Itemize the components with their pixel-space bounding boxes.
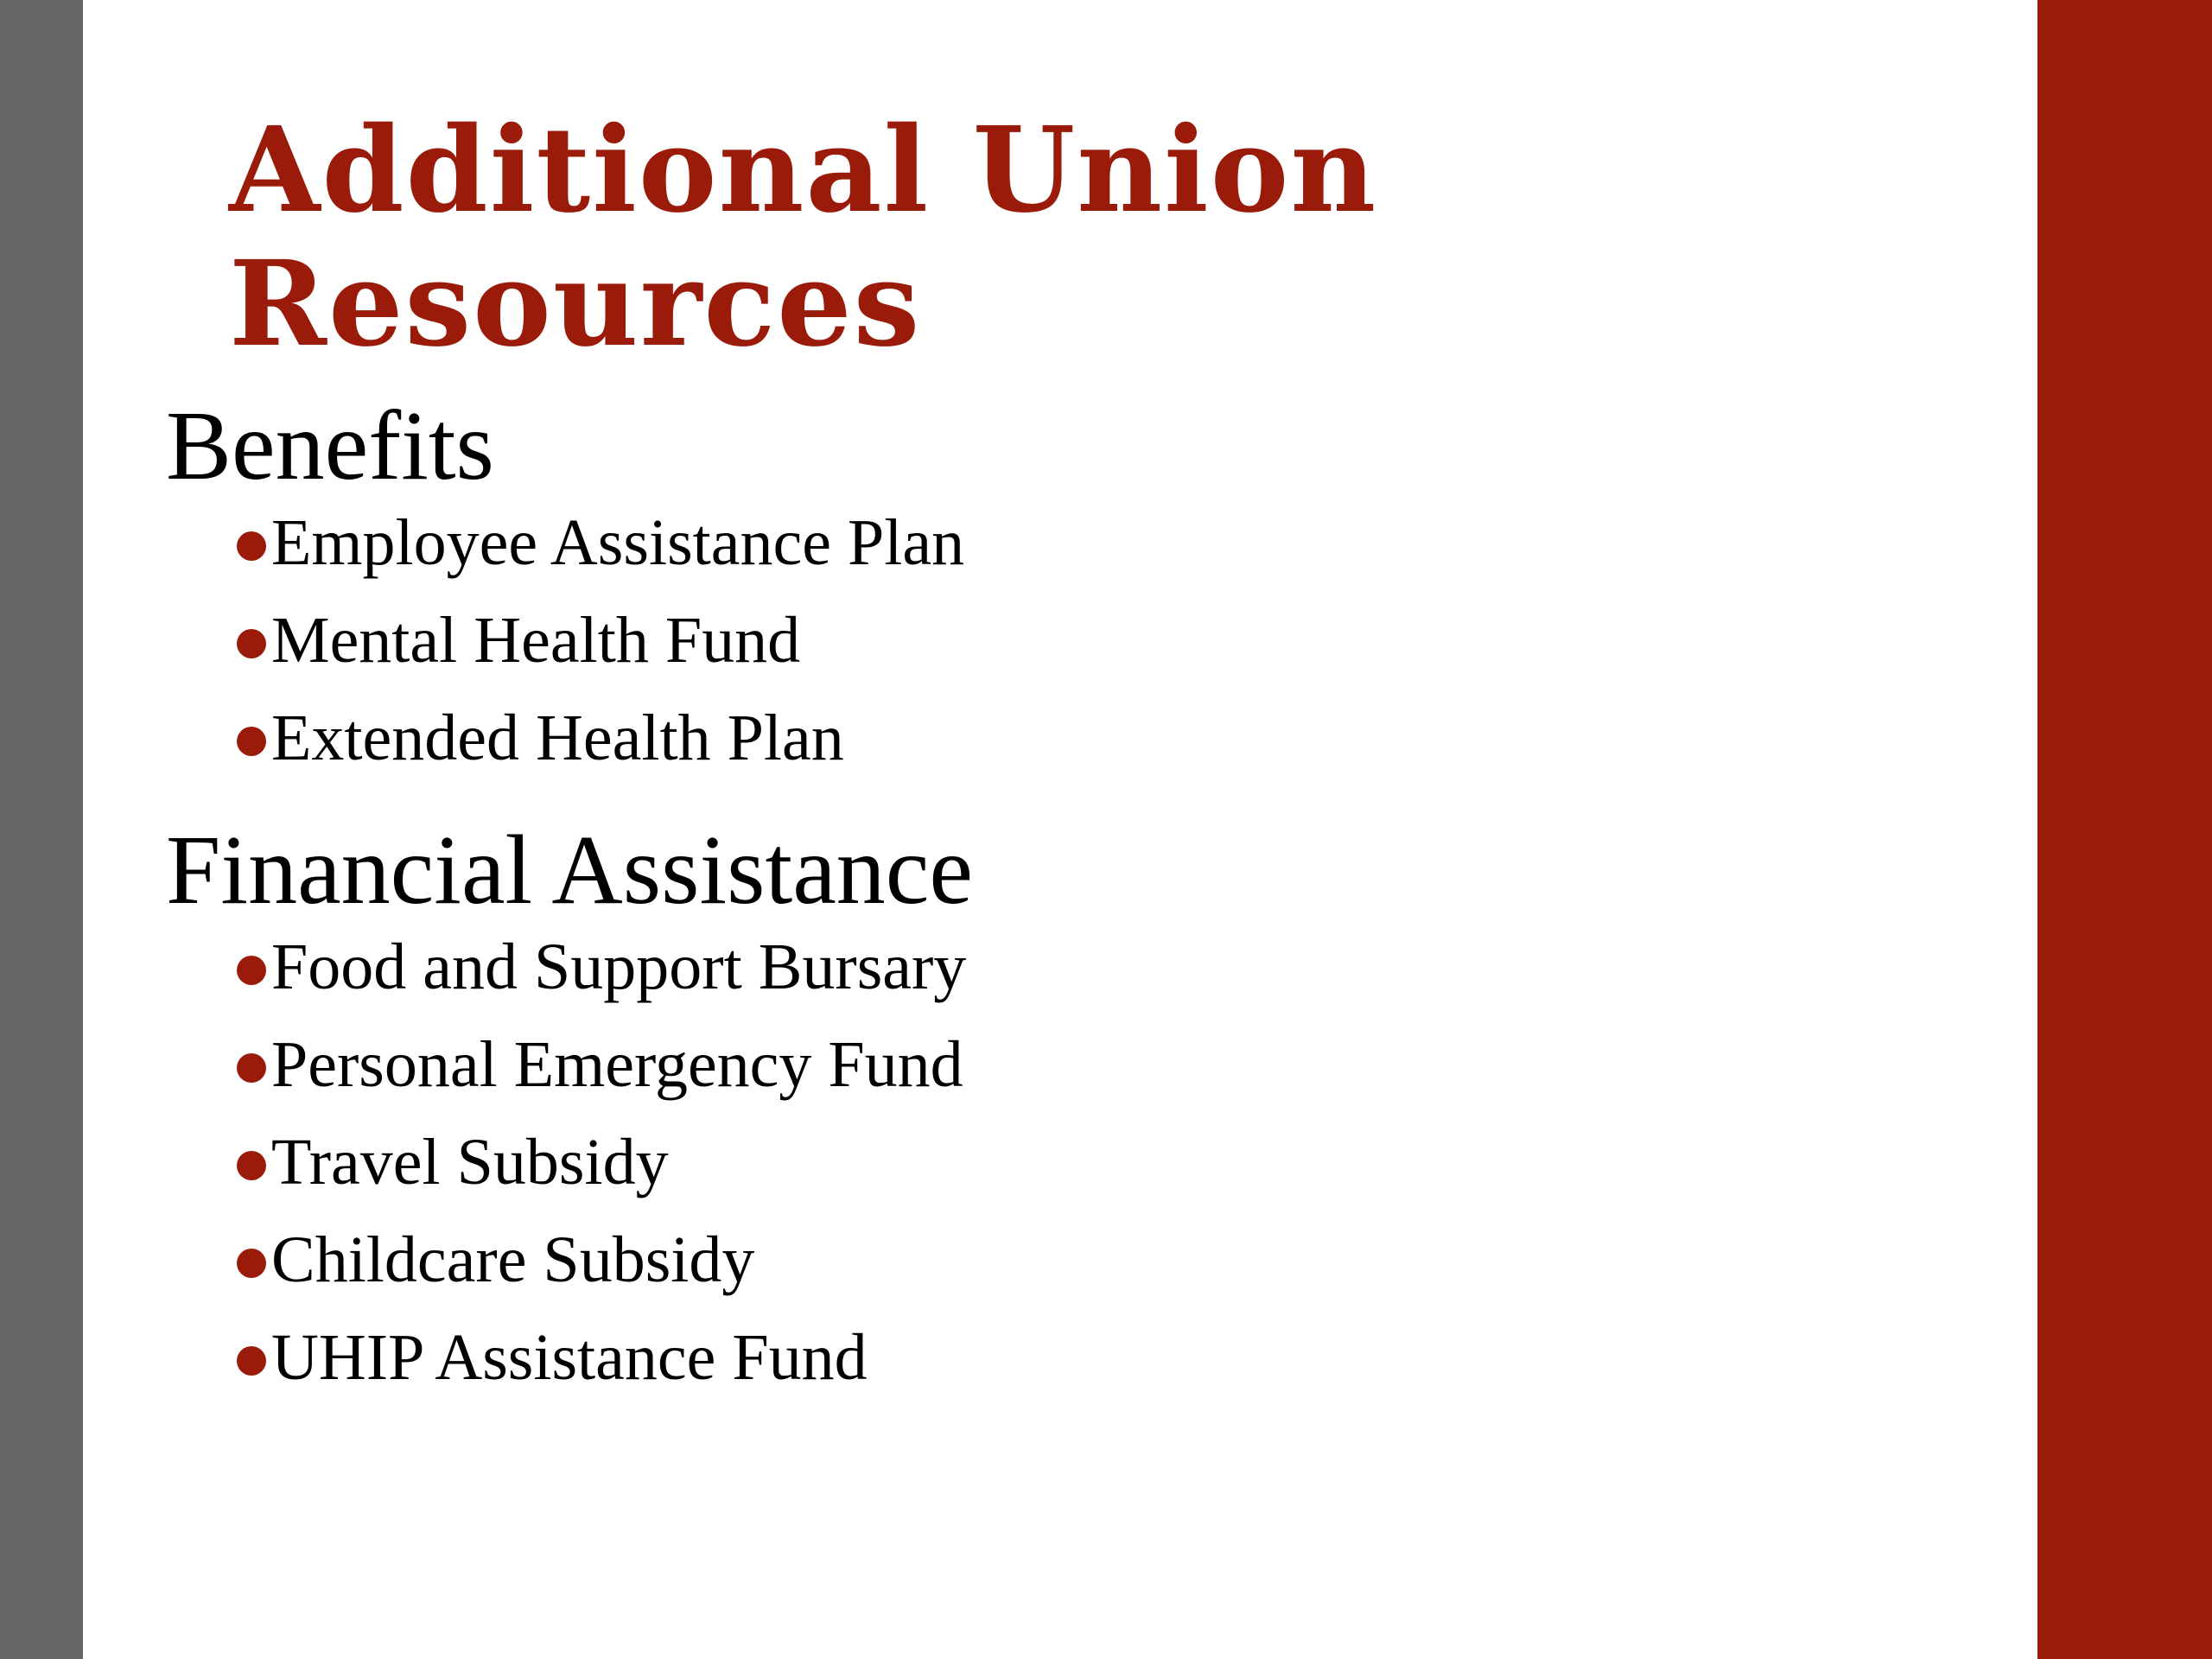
list-item-label: Mental Health Fund: [271, 604, 801, 677]
bullet-dot-icon: [237, 1249, 266, 1278]
list-item-label: Employee Assistance Plan: [271, 506, 965, 579]
slide-title: Additional Union Resources: [229, 101, 1378, 373]
list-item-label: Personal Emergency Fund: [271, 1028, 963, 1101]
bullet-dot-icon: [237, 629, 266, 658]
list-item: [237, 918, 1980, 1016]
list-item: [237, 1211, 1980, 1309]
section-heading-benefits: Benefits: [166, 391, 494, 500]
list-item: [237, 494, 1980, 592]
list-item-label: UHIP Assistance Fund: [271, 1321, 868, 1394]
benefits-list: [166, 494, 1980, 787]
list-item-label: Food and Support Bursary: [271, 931, 967, 1003]
bullet-dot-icon: [237, 727, 266, 756]
bullet-dot-icon: [237, 531, 266, 561]
list-item: [237, 1114, 1980, 1211]
left-accent-bar: [0, 0, 83, 1659]
bullet-dot-icon: [237, 956, 266, 985]
bullet-dot-icon: [237, 1053, 266, 1083]
list-item: [237, 1309, 1980, 1407]
right-accent-bar: [2037, 0, 2212, 1659]
slide-content: [166, 391, 1980, 1407]
bullet-dot-icon: [237, 1151, 266, 1180]
list-item: [237, 592, 1980, 690]
list-item: [237, 1016, 1980, 1114]
bullet-dot-icon: [237, 1346, 266, 1376]
list-item: [237, 690, 1980, 787]
list-item-label: Extended Health Plan: [271, 702, 844, 774]
list-item-label: Childcare Subsidy: [271, 1224, 755, 1296]
list-item-label: Travel Subsidy: [271, 1126, 669, 1198]
financial-assistance-list: [166, 918, 1980, 1407]
section-heading-financial-assistance: Financial Assistance: [166, 815, 973, 925]
